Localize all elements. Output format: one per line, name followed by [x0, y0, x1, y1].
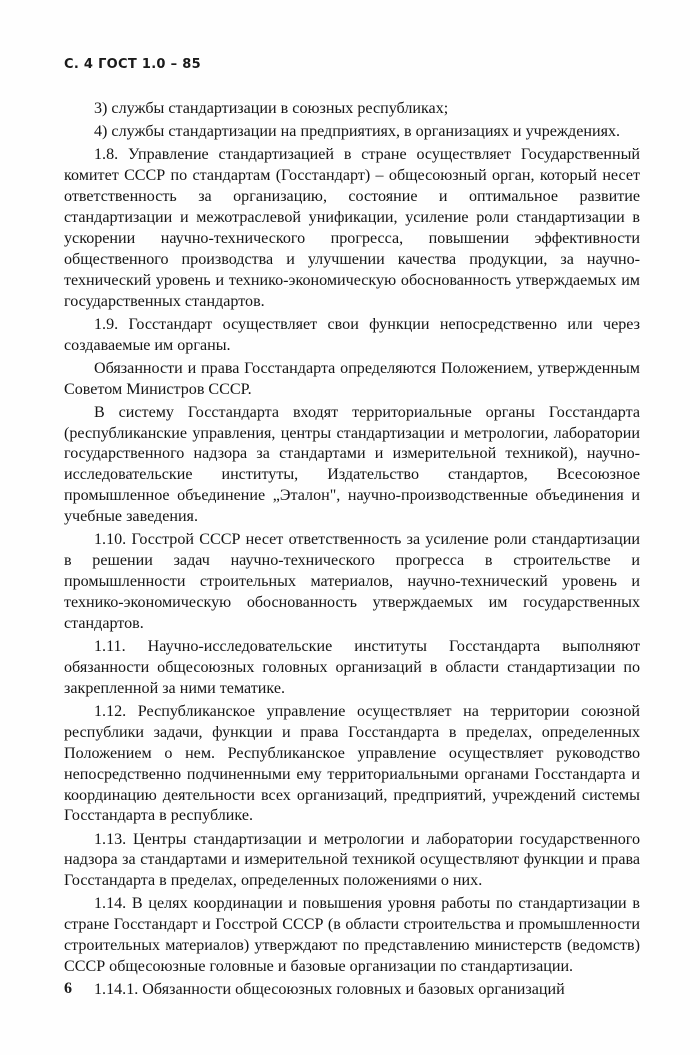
paragraph-item-3: 3) службы стандартизации в союзных республиках; — [94, 100, 449, 117]
paragraph-duties: Обязанности и права Госстандарта определяются Положением, утвержденным Советом Министров СССР. — [64, 359, 640, 398]
paragraph-1-13: 1.13. Центры стандартизации и метрологии и лаборатории государственного надзора за стандартами и измерительной техникой осуществляют функции и права Госстандарта в пределах, определенных положениями о них. — [64, 830, 640, 890]
paragraph-1-10: 1.10. Госстрой СССР несет ответственность за усиление роли стандартизации в решении задач научно-технического прогресса в строительстве и промышленности строительных материалов, научно-технический уровень и технико-экономическую обоснованность утверждаемых им государственных стандартов. — [64, 531, 640, 632]
paragraph-1-12: 1.12. Республиканское управление осуществляет на территории союзной республики задачи, функции и права Госстандарта в пределах, определенных Положением о нем. Республиканское управление осуществляет руководство непосредственно подчиненными ему территориальными органами Госстандарта и координацию деятельности всех организаций, предприятий, учреждений системы Госстандарта в республике. — [64, 702, 640, 825]
paragraph-1-14: 1.14. В целях координации и повышения уровня работы по стандартизации в стране Госстандарт и Госстрой СССР (в области строительства и промышленности строительных материалов) утверждают по представлению министерств (ведомств) СССР общесоюзные головные и базовые организации по стандартизации. — [64, 895, 640, 976]
page-header: С. 4 ГОСТ 1.0 – 85 — [64, 57, 201, 72]
paragraph-system: В систему Госстандарта входят территориальные органы Госстандарта (республиканские управления, центры стандартизации и метрологии, лаборатории государственного надзора за стандартами и измерительной техникой), научно-исследовательские институты, Издательство стандартов, Всесоюзное промышленное объединение „Эталон", научно-производственные объединения и учебные заведения. — [64, 403, 640, 526]
paragraph-1-11: 1.11. Научно-исследовательские институты Госстандарта выполняют обязанности общесоюзных головных организаций в области стандартизации по закрепленной за ними тематике. — [64, 637, 640, 697]
paragraph-1-9: 1.9. Госстандарт осуществляет свои функции непосредственно или через создаваемые им органы. — [64, 315, 640, 354]
paragraph-item-4: 4) службы стандартизации на предприятиях, в организациях и учреждениях. — [94, 123, 621, 141]
paragraph-1-8: 1.8. Управление стандартизацией в стране осуществляет Государственный комитет СССР по стандартам (Госстандарт) – общесоюзный орган, который несет ответственность за организацию, состояние и оптимальное развитие стандартизации и межотраслевой унификации, усиление роли стандартизации в ускорении научно-технического прогресса, повышении эффективности общественного производства и улучшении качества продукции, за научно-технический уровень и технико-экономическую обоснованность утверждаемых им государственных стандартов. — [64, 146, 640, 310]
body-text — [64, 99, 640, 1003]
paragraph-1-14-1: 1.14.1. Обязанности общесоюзных головных и базовых организаций — [94, 981, 565, 999]
page-number: 6 — [64, 980, 72, 997]
